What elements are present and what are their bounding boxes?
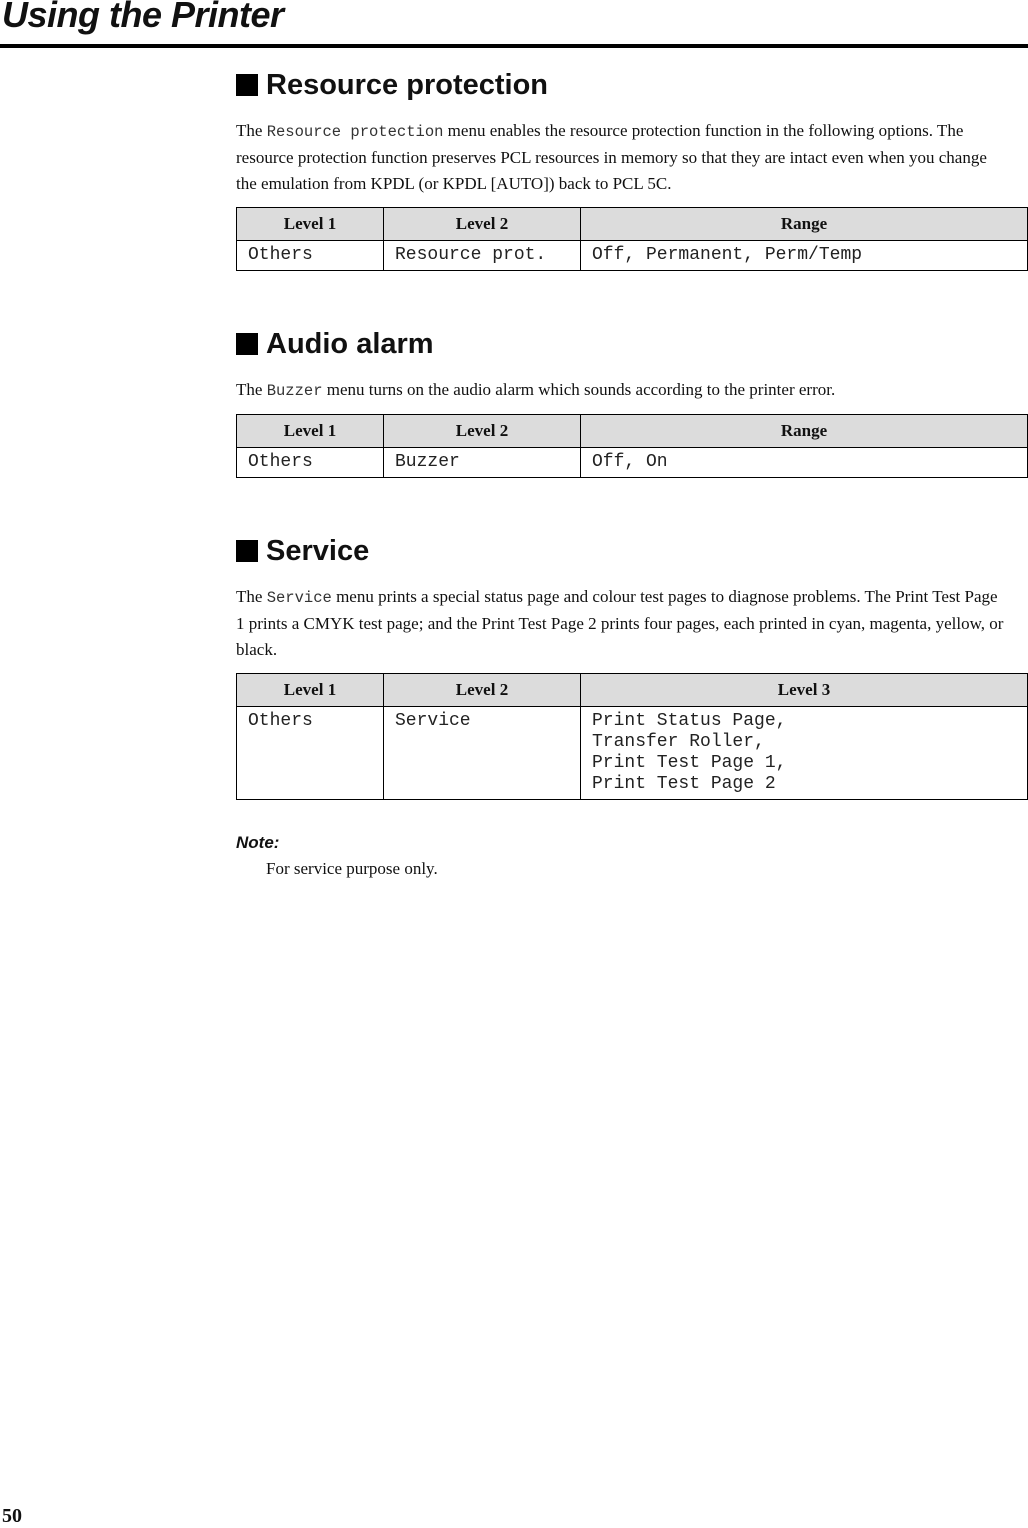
section-resource-protection [236,68,1028,271]
level3-option: Print Test Page 2 [592,774,776,794]
section-title-text: Service [266,535,370,567]
section-audio-alarm [236,327,1028,478]
table-cell: Others [237,707,384,800]
table-header: Range [581,415,1028,448]
page-title: Using the Printer [2,0,284,35]
page-header [0,0,1028,48]
menu-name-code: Buzzer [266,382,323,400]
paragraph-text: menu enables the resource protection function in the following options. The resource protection function preserves PCL resources in memory so that they are intact even when you change the emulation from KPDL (or KPDL [AUTO]) back to PCL 5C. [236,121,987,193]
menu-table [236,207,1028,271]
section-title [236,327,1028,361]
level3-option: Print Status Page, [592,711,787,731]
table-header: Level 1 [237,415,384,448]
table-cell: Off, Permanent, Perm/Temp [581,241,1028,271]
paragraph-text: The [236,380,267,399]
paragraph-text: The [236,121,267,140]
table-header: Level 1 [237,208,384,241]
table-cell: Off, On [581,448,1028,478]
level3-option: Transfer Roller, [592,732,765,752]
note-label: Note: [236,833,280,852]
table-cell [581,707,1028,800]
table-row [237,241,1028,271]
level3-option: Print Test Page 1, [592,753,787,773]
square-bullet-icon [236,333,258,355]
table-row [237,448,1028,478]
table-header: Level 1 [237,674,384,707]
table-cell: Resource prot. [384,241,581,271]
square-bullet-icon [236,74,258,96]
menu-name-code: Resource protection [266,123,444,141]
paragraph-text: The [236,587,267,606]
table-header: Level 2 [384,674,581,707]
section-paragraph [236,584,1006,663]
section-paragraph [236,377,1006,404]
section-service [236,534,1028,800]
table-header: Level 3 [581,674,1028,707]
menu-table [236,414,1028,478]
section-paragraph [236,118,1006,197]
table-cell: Service [384,707,581,800]
table-cell: Others [237,241,384,271]
section-title [236,534,1028,568]
paragraph-text: menu prints a special status page and colour test pages to diagnose problems. The Print Test Page 1 prints a CMYK test page; and the Print Test Page 2 prints four pages, each printed in cyan, magenta, yellow, or black. [236,587,1004,659]
table-header-row [237,674,1028,707]
section-title-text: Audio alarm [266,328,434,360]
table-row [237,707,1028,800]
table-cell: Others [237,448,384,478]
note-text: For service purpose only. [266,859,438,878]
menu-table [236,673,1028,800]
table-header: Level 2 [384,415,581,448]
square-bullet-icon [236,540,258,562]
table-header: Range [581,208,1028,241]
table-cell: Buzzer [384,448,581,478]
page-number: 50 [2,1505,22,1527]
section-title [236,68,1028,102]
section-title-text: Resource protection [266,69,548,101]
paragraph-text: menu turns on the audio alarm which sounds according to the printer error. [322,380,836,399]
menu-name-code: Service [266,589,332,607]
table-header-row [237,208,1028,241]
table-header-row [237,415,1028,448]
table-header: Level 2 [384,208,581,241]
